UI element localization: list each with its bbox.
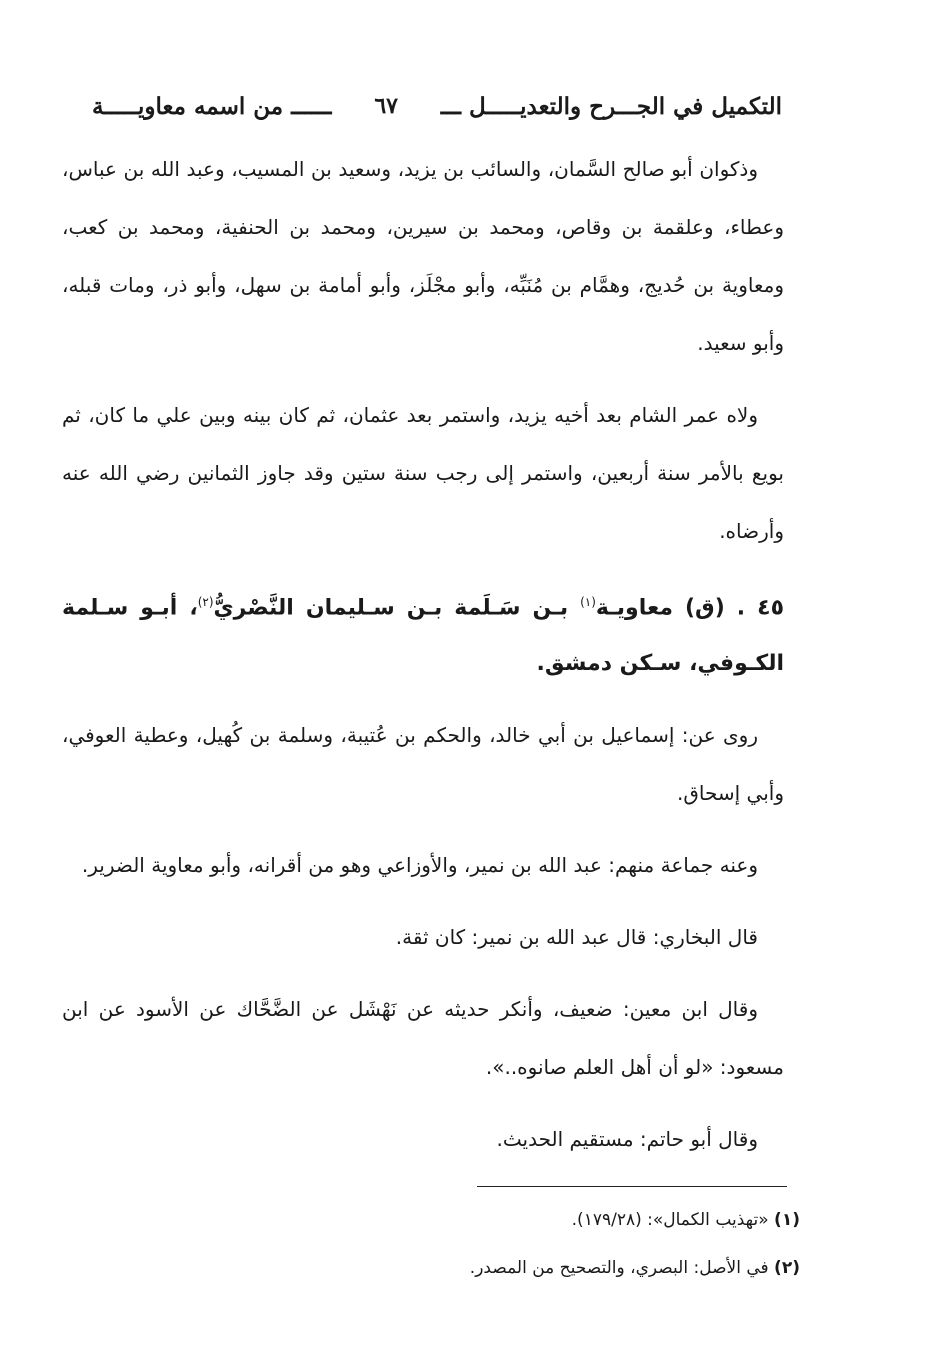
- footnote-2: [150, 1244, 800, 1292]
- footnote-marker: (٢): [774, 1258, 800, 1278]
- entry-number: ٤٥ .: [736, 595, 784, 621]
- footnote-1: [150, 1196, 800, 1244]
- footnote-divider: [477, 1186, 787, 1187]
- page-number: ٦٧: [374, 93, 398, 119]
- main-text: [62, 140, 784, 1182]
- footnote-ref-1: (١): [580, 595, 596, 609]
- paragraph-bukhari: قال البخاري: قال عبد الله بن نمير: كان ثقة.: [395, 925, 758, 950]
- paragraph-abu-hatim: وقال أبو حاتم: مستقيم الحديث.: [496, 1127, 758, 1152]
- footnote-marker: (١): [774, 1210, 800, 1230]
- paragraph-ibn-maeen: وقال ابن معين: ضعيف، وأنكر حديثه عن نَهْشَل عن الضَّحَّاك عن الأسود عن ابن مسعود: «لو أن أهل العلم صانوه..».: [62, 997, 784, 1080]
- paragraph-narrators: وذكوان أبو صالح السَّمان، والسائب بن يزيد، وسعيد بن المسيب، وعبد الله بن عباس، وعطاء، وعلقمة بن وقاص، ومحمد بن سيرين، ومحمد بن الحنفية، ومحمد بن كعب، ومعاوية بن حُديج، وهمَّام بن مُنَبِّه، وأبو مجْلَز، وأبو أمامة بن سهل، وأبو ذر، ومات قبله، وأبو سعيد.: [62, 157, 784, 355]
- entry-name-part-3: ، أبـو سـلمة الكـوفي، سـكن دمشق.: [62, 595, 784, 677]
- footnotes: [150, 1196, 800, 1292]
- paragraph-narrated-by: وعنه جماعة منهم: عبد الله بن نمير، والأوزاعي وهو من أقرانه، وأبو معاوية الضرير.: [81, 853, 758, 878]
- running-header: [92, 84, 782, 128]
- entry-name-part-1: (ق) معاويـة: [595, 595, 725, 621]
- footnote-text: في الأصل: البصري، والتصحيح من المصدر.: [469, 1258, 775, 1278]
- entry-name-part-2: بـن سَـلَمة بـن سـليمان النَّصْريُّ: [213, 595, 581, 621]
- paragraph-biography: ولاه عمر الشام بعد أخيه يزيد، واستمر بعد عثمان، ثم كان بينه وبين علي ما كان، ثم بويع بالأمر سنة أربعين، واستمر إلى رجب سنة ستين وقد جاوز الثمانين رضي الله عنه وأرضاه.: [62, 403, 784, 543]
- footnote-ref-2: (٢): [197, 595, 214, 609]
- header-book-title: التكميل في الجـــرح والتعديـــــل ـــ: [440, 92, 782, 120]
- paragraph-narrated-from: روى عن: إسماعيل بن أبي خالد، والحكم بن عُتيبة، وسلمة بن كُهيل، وعطية العوفي، وأبي إسحاق.: [62, 723, 784, 806]
- header-section-title: ــــــ من اسمه معاويـــــة: [92, 92, 332, 120]
- entry-heading: [62, 574, 784, 692]
- footnote-text: «تهذيب الكمال»: (١٧٩/٢٨).: [571, 1210, 775, 1230]
